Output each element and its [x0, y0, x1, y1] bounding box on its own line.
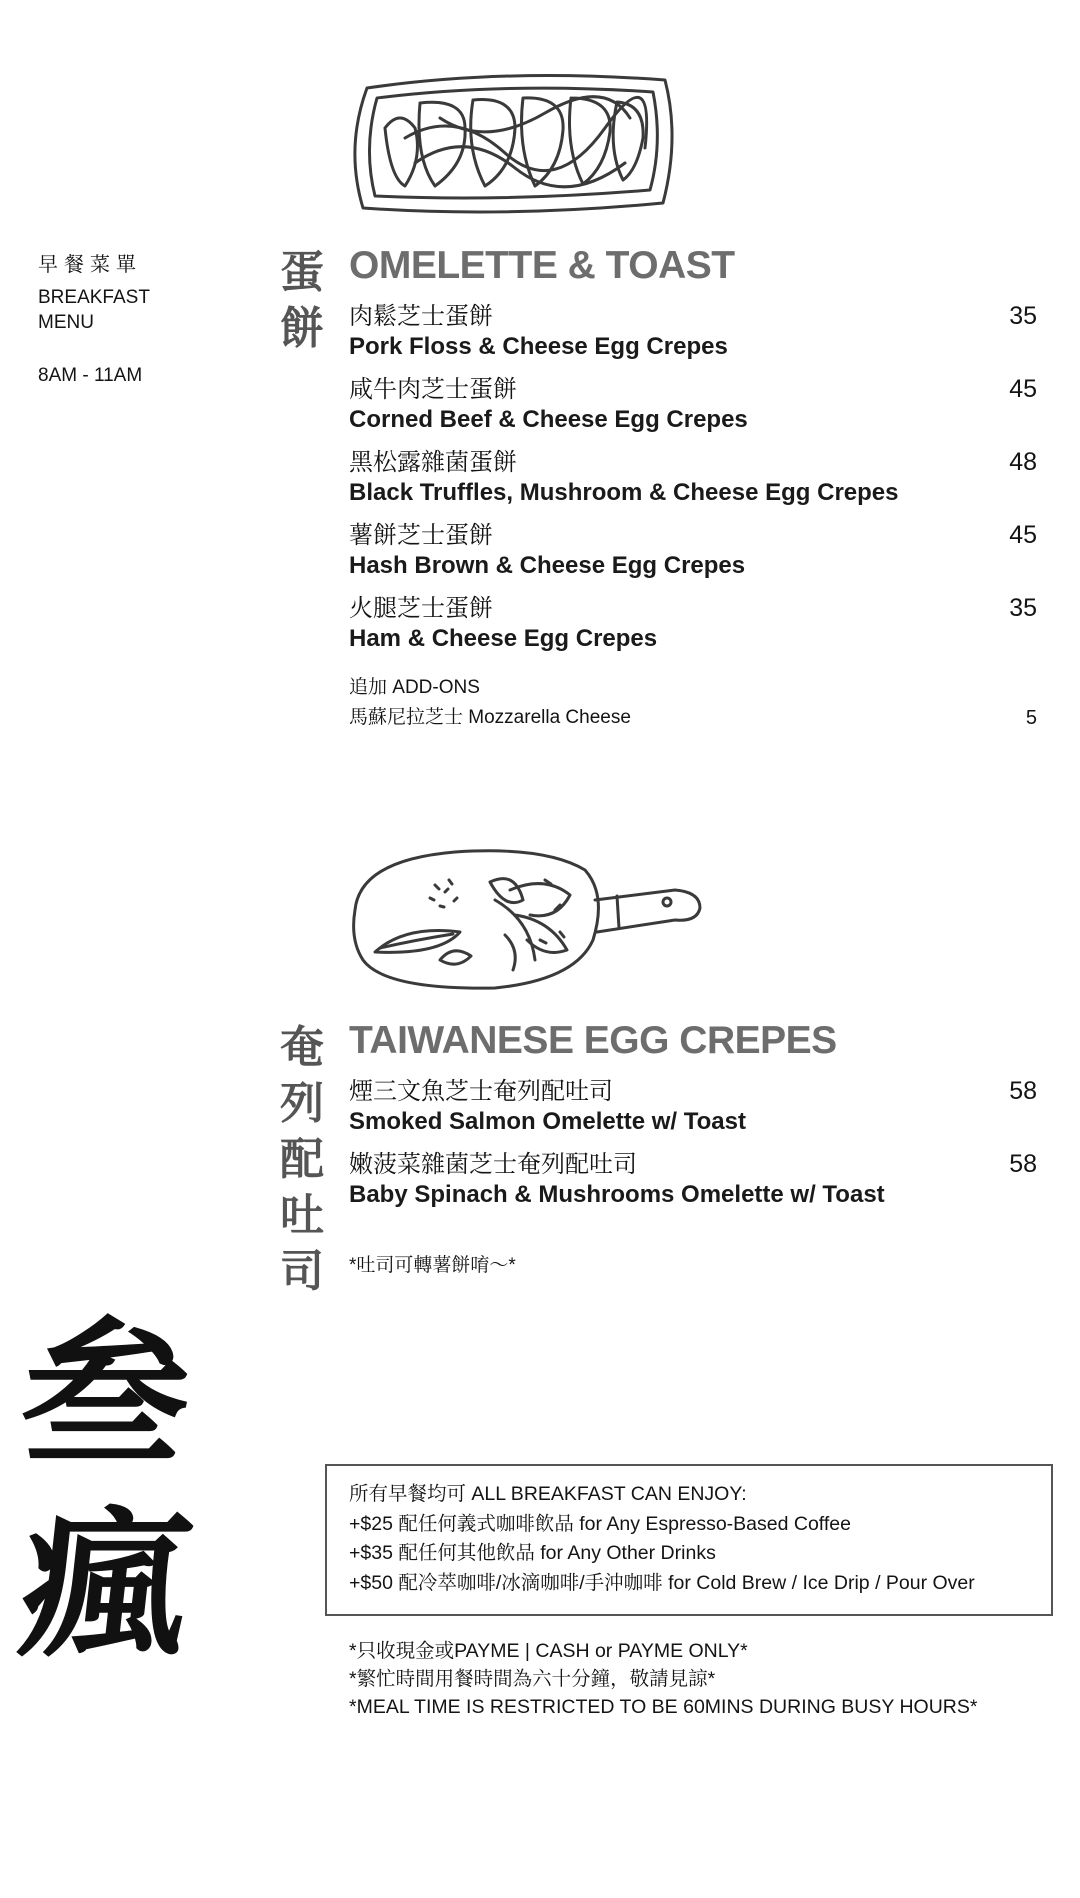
busy-hours-note-zh: *繁忙時間用餐時間為六十分鐘，敬請見諒*: [349, 1668, 716, 1690]
menu-title-en-line1: BREAKFAST: [38, 287, 150, 308]
item-name-zh: 咸牛肉芝士蛋餅: [349, 376, 517, 403]
footer-notes: [349, 1637, 977, 1721]
addon-item: [349, 703, 1039, 733]
menu-item: [349, 302, 1039, 362]
logo-char: 瘋: [11, 1491, 200, 1679]
sidebar: [38, 248, 238, 387]
item-name-en: Pork Floss & Cheese Egg Crepes: [349, 333, 728, 360]
item-name-en: Baby Spinach & Mushrooms Omelette w/ Toast: [349, 1181, 885, 1208]
promo-line: +$25 配任何義式咖啡飲品 for Any Espresso-Based Coffee: [349, 1512, 851, 1535]
menu-item: [349, 1077, 1039, 1137]
egg-crepe-tray-illustration: [345, 68, 685, 218]
brand-logo: [11, 1300, 200, 1680]
vertical-char: 司: [280, 1246, 324, 1297]
menu-title-en-line2: MENU: [38, 312, 94, 333]
addons-block: [349, 673, 1039, 733]
section2-title: TAIWANESE EGG CREPES: [349, 1019, 837, 1062]
omelette-pan-illustration: [345, 840, 715, 1000]
drinks-addon-box: [325, 1464, 1053, 1616]
addon-label: 馬蘇尼拉芝士 Mozzarella Cheese: [349, 707, 631, 728]
item-price: 45: [1009, 521, 1037, 549]
item-name-en: Black Truffles, Mushroom & Cheese Egg Crepes: [349, 479, 899, 506]
section2-vertical-label: [277, 1020, 327, 1300]
menu-title-zh: 早餐菜單: [38, 254, 142, 276]
section1-vertical-label: [277, 245, 327, 357]
menu-item: [349, 1150, 1039, 1210]
item-name-zh: 火腿芝士蛋餅: [349, 595, 493, 622]
menu-item: [349, 521, 1039, 581]
item-name-zh: 肉鬆芝士蛋餅: [349, 303, 493, 330]
item-price: 45: [1009, 375, 1037, 403]
item-name-en: Hash Brown & Cheese Egg Crepes: [349, 552, 746, 579]
menu-item: [349, 594, 1039, 654]
vertical-char: 蛋: [280, 247, 324, 298]
opening-hours: 8AM - 11AM: [38, 365, 143, 386]
item-price: 35: [1009, 302, 1037, 330]
promo-line: +$50 配冷萃咖啡/冰滴咖啡/手沖咖啡 for Cold Brew / Ice Drip / Pour Over: [349, 1571, 975, 1594]
logo-char: 叁: [11, 1301, 200, 1489]
vertical-char: 配: [280, 1134, 324, 1185]
menu-item: [349, 375, 1039, 435]
menu-item: [349, 448, 1039, 508]
toast-swap-note: *吐司可轉薯餅唷～*: [349, 1255, 516, 1276]
item-name-en: Ham & Cheese Egg Crepes: [349, 625, 658, 652]
item-name-en: Corned Beef & Cheese Egg Crepes: [349, 406, 748, 433]
vertical-char: 吐: [280, 1190, 324, 1241]
promo-line: +$35 配任何其他飲品 for Any Other Drinks: [349, 1542, 716, 1564]
addon-price: 5: [1025, 707, 1037, 729]
item-name-zh: 黑松露雜菌蛋餅: [349, 449, 517, 476]
item-price: 48: [1009, 448, 1037, 476]
vertical-char: 奄: [280, 1022, 324, 1073]
item-name-zh: 嫩菠菜雜菌芝士奄列配吐司: [349, 1151, 637, 1178]
payment-note: *只收現金或PAYME | CASH or PAYME ONLY*: [349, 1640, 748, 1662]
item-name-en: Smoked Salmon Omelette w/ Toast: [349, 1108, 746, 1135]
item-price: 58: [1009, 1077, 1037, 1105]
item-price: 35: [1009, 594, 1037, 622]
promo-heading: 所有早餐均可 ALL BREAKFAST CAN ENJOY:: [349, 1483, 747, 1505]
item-name-zh: 薯餅芝士蛋餅: [349, 522, 493, 549]
busy-hours-note-en: *MEAL TIME IS RESTRICTED TO BE 60MINS DURING BUSY HOURS*: [349, 1696, 978, 1718]
vertical-char: 列: [280, 1078, 324, 1129]
section1-title: OMELETTE & TOAST: [349, 244, 735, 287]
item-price: 58: [1009, 1150, 1037, 1178]
vertical-char: 餅: [280, 303, 324, 354]
item-name-zh: 煙三文魚芝士奄列配吐司: [349, 1078, 613, 1105]
addons-heading: 追加 ADD-ONS: [349, 677, 480, 698]
